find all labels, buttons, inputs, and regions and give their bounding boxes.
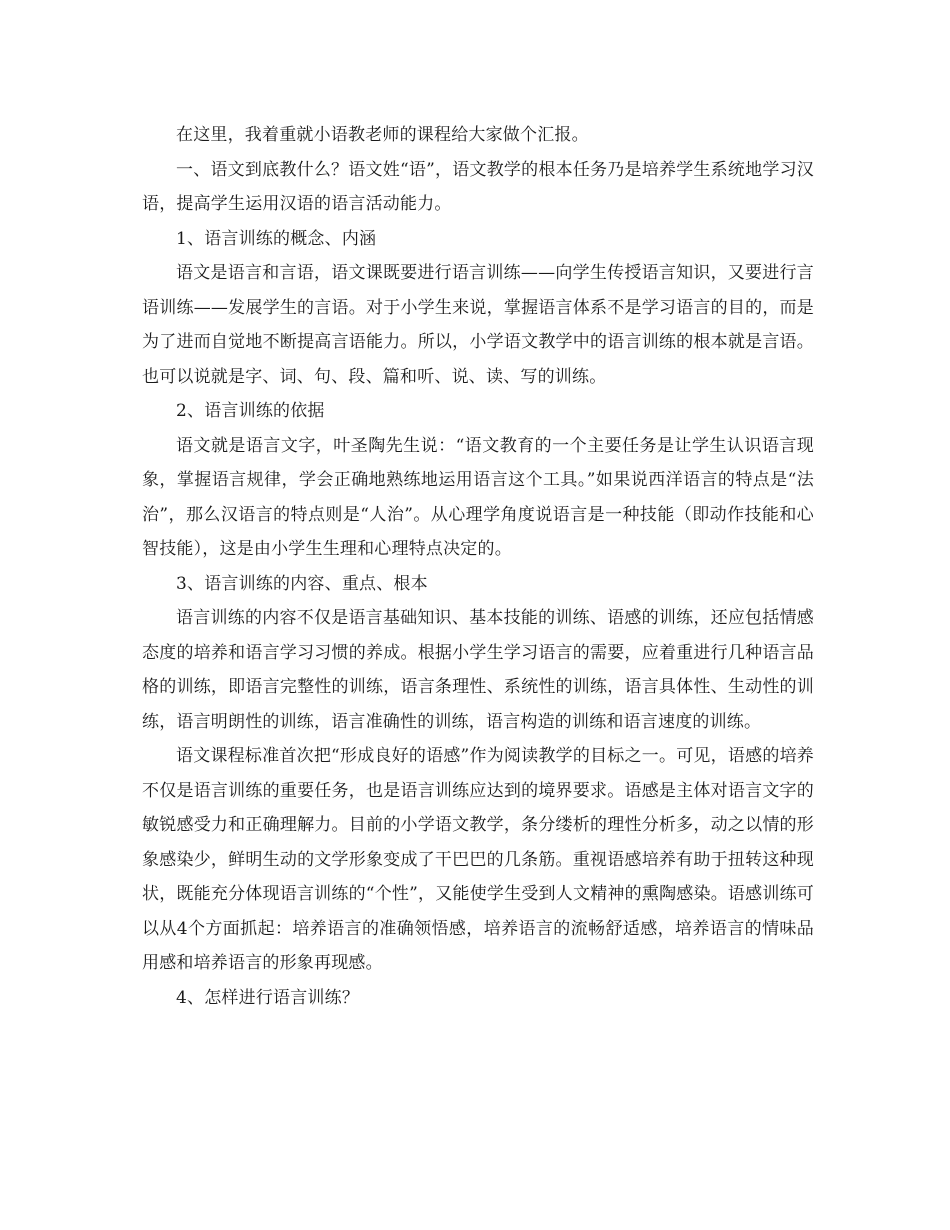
paragraph-intro: 在这里，我着重就小语教老师的课程给大家做个汇报。 <box>176 125 589 145</box>
paragraph-section-one: 一、语文到底教什么？语文姓“语”，语文教学的根本任务乃是培养学生系统地学习汉语，提高学生运用汉语的语言活动能力。 <box>142 159 814 214</box>
paragraph-concept: 语文是语言和言语，语文课既要进行语言训练——向学生传授语言知识，又要进行言语训练——发展学生的言语。对于小学生来说，掌握语言体系不是学习语言的目的，而是为了进而自觉地不断提高言语能力。所以，小学语文教学中的语言训练的根本就是言语。也可以说就是字、词、句、段、篇和听、说、读、写的训练。 <box>142 263 814 387</box>
paragraph-basis: 语文就是语言文字，叶圣陶先生说：“语文教育的一个主要任务是让学生认识语言现象，掌握语言规律，学会正确地熟练地运用语言这个工具。”如果说西洋语言的特点是“法治”，那么汉语言的特点则是“人治”。从心理学角度说语言是一种技能（即动作技能和心智技能），这是由小学生生理和心理特点决定的。 <box>142 435 814 559</box>
document-page <box>142 118 814 1015</box>
heading-how-to-train: 4、怎样进行语言训练？ <box>176 987 360 1008</box>
paragraph-language-sense: 语文课程标准首次把“形成良好的语感”作为阅读教学的目标之一。可见，语感的培养不仅是语言训练的重要任务，也是语言训练应达到的境界要求。语感是主体对语言文字的敏锐感受力和正确理解力。目前的小学语文教学，条分缕析的理性分析多，动之以情的形象感染少，鲜明生动的文学形象变成了干巴巴的几条筋。重视语感培养有助于扭转这种现状，既能充分体现语言训练的“个性”，又能使学生受到人文精神的熏陶感染。语感训练可以从4个方面抓起：培养语言的准确领悟感，培养语言的流畅舒适感，培养语言的情味品用感和培养语言的形象再现感。 <box>142 746 814 973</box>
heading-concept: 1、语言训练的概念、内涵 <box>176 228 377 249</box>
heading-content: 3、语言训练的内容、重点、根本 <box>176 573 428 594</box>
paragraph-content: 语言训练的内容不仅是语言基础知识、基本技能的训练、语感的训练，还应包括情感态度的培养和语言学习习惯的养成。根据小学生学习语言的需要，应着重进行几种语言品格的训练，即语言完整性的训练，语言条理性、系统性的训练，语言具体性、生动性的训练，语言明朗性的训练，语言准确性的训练，语言构造的训练和语言速度的训练。 <box>142 608 814 732</box>
heading-basis: 2、语言训练的依据 <box>176 401 325 421</box>
